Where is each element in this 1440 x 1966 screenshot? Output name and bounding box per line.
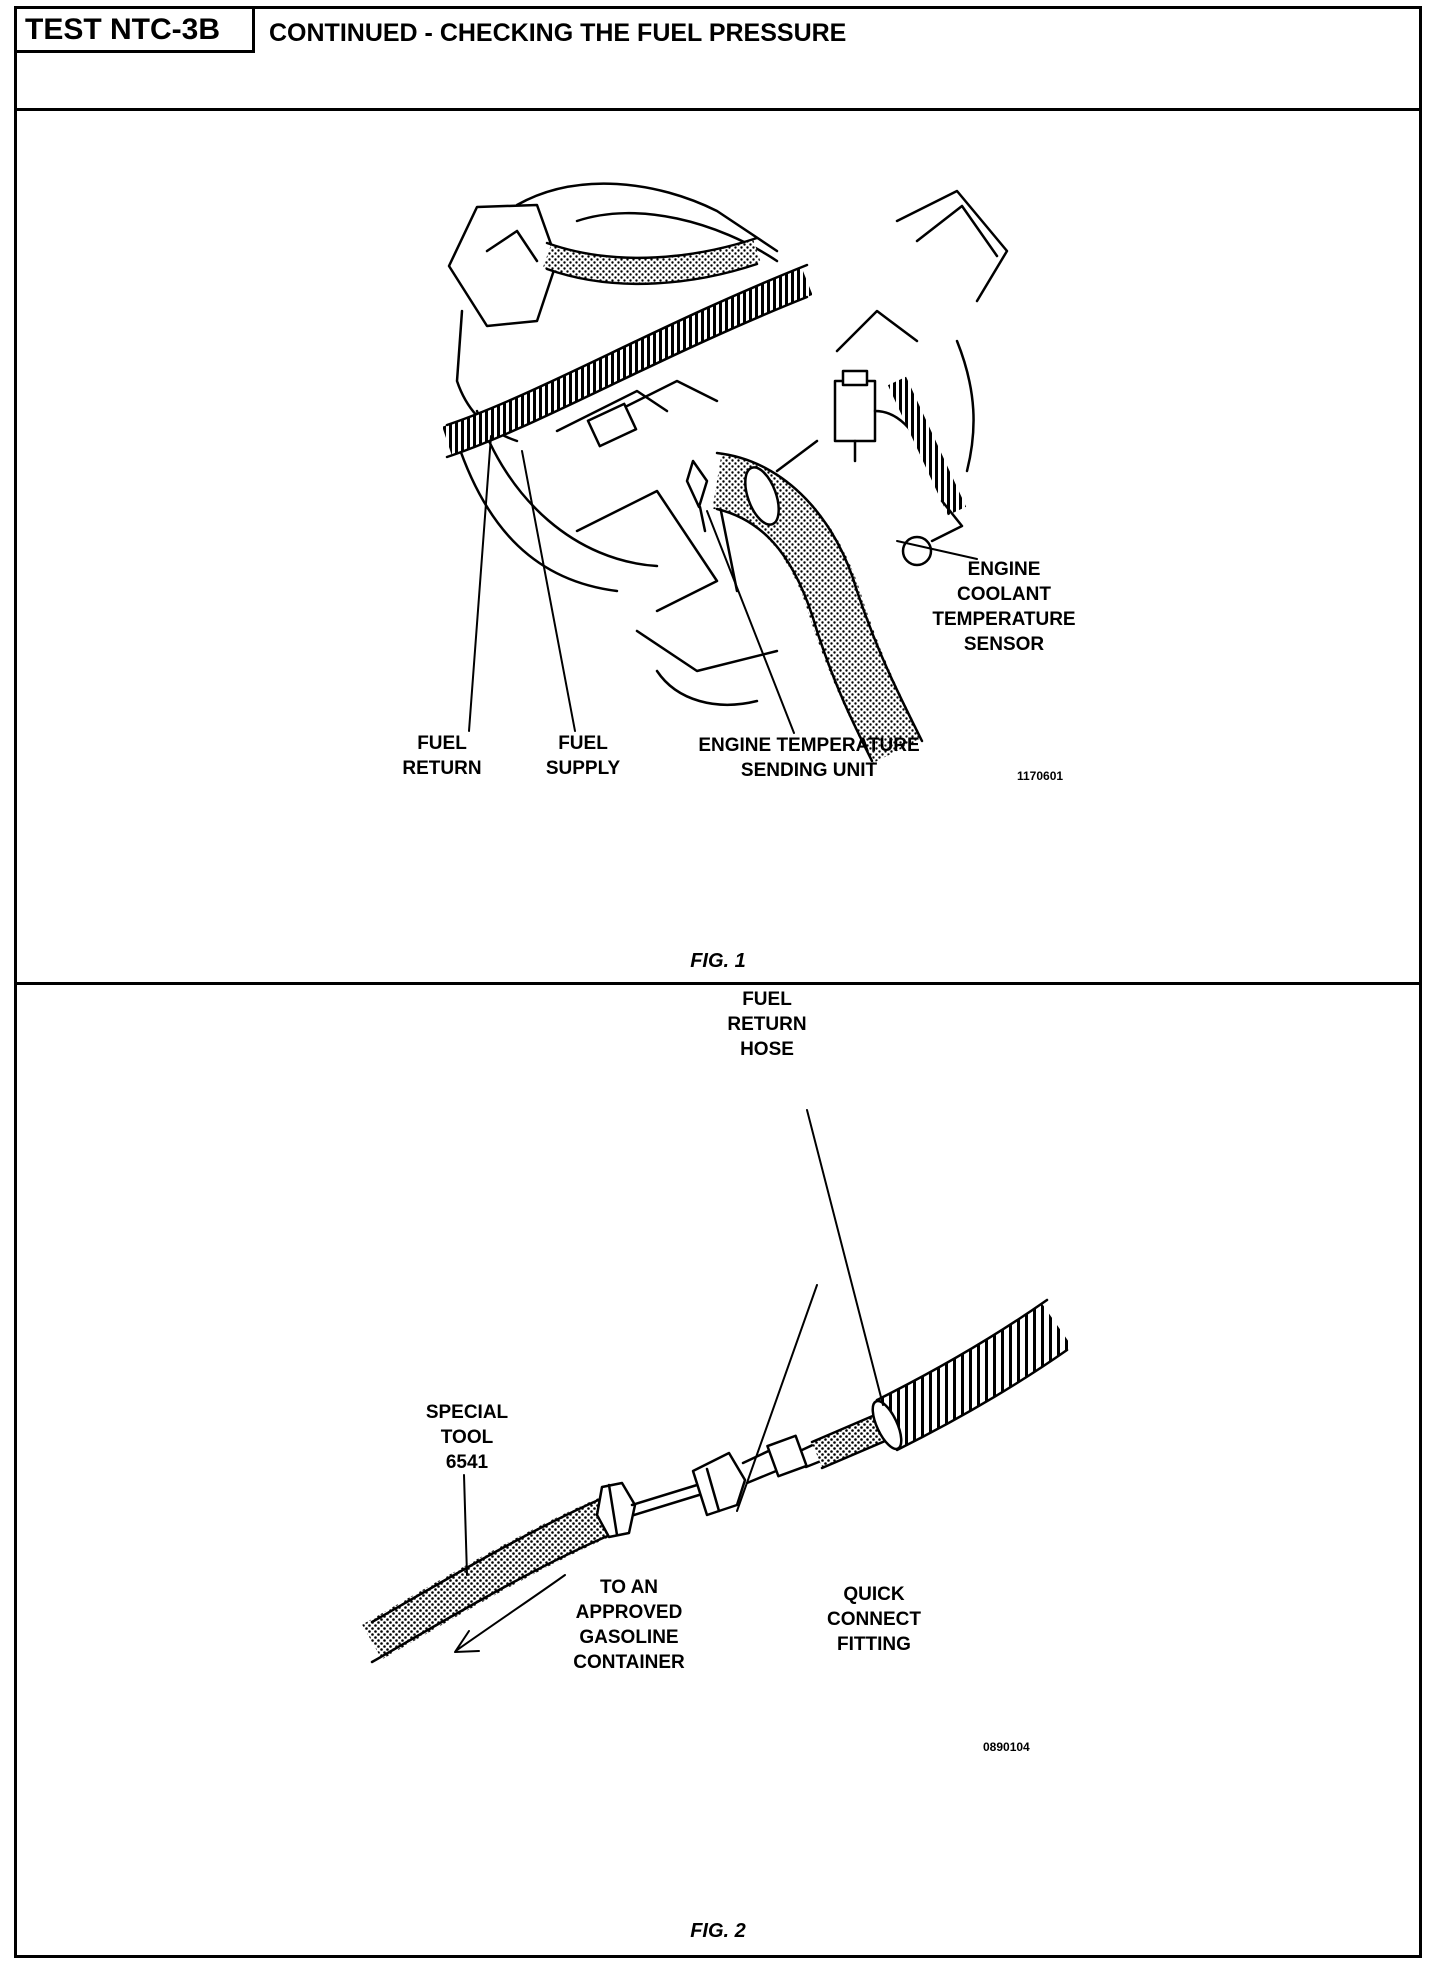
figure-1-panel [17,111,1419,985]
engine-compartment-illustration [17,111,1419,947]
page-title: CONTINUED - CHECKING THE FUEL PRESSURE [269,19,847,47]
page-frame [14,6,1422,1958]
coolant-temp-sensor-callout: ENGINE COOLANT TEMPERATURE SENSOR [932,559,1076,655]
quick-connect-fitting-callout: QUICK CONNECT FITTING [827,1584,921,1655]
special-tool-callout: SPECIAL TOOL 6541 [425,1402,509,1473]
fuel-return-hose-callout: FUEL RETURN HOSE [727,989,807,1060]
figure-1-caption: FIG. 1 [690,950,746,972]
header [17,9,1419,111]
test-id-box: TEST NTC-3B [17,9,255,53]
fuel-return-callout: FUEL RETURN [402,733,482,779]
engine-temp-sending-unit-callout: ENGINE TEMPERATURE SENDING UNIT [698,735,920,781]
to-approved-container-callout: TO AN APPROVED GASOLINE CONTAINER [573,1577,685,1673]
figure-1-number: 1170601 [1017,769,1064,783]
figure-2-panel [17,985,1419,1955]
figure-2-caption: FIG. 2 [690,1920,746,1942]
fuel-supply-callout: FUEL SUPPLY [545,733,621,779]
fuel-return-hose-illustration [17,985,1419,1915]
figure-2-number: 0890104 [983,1740,1030,1754]
